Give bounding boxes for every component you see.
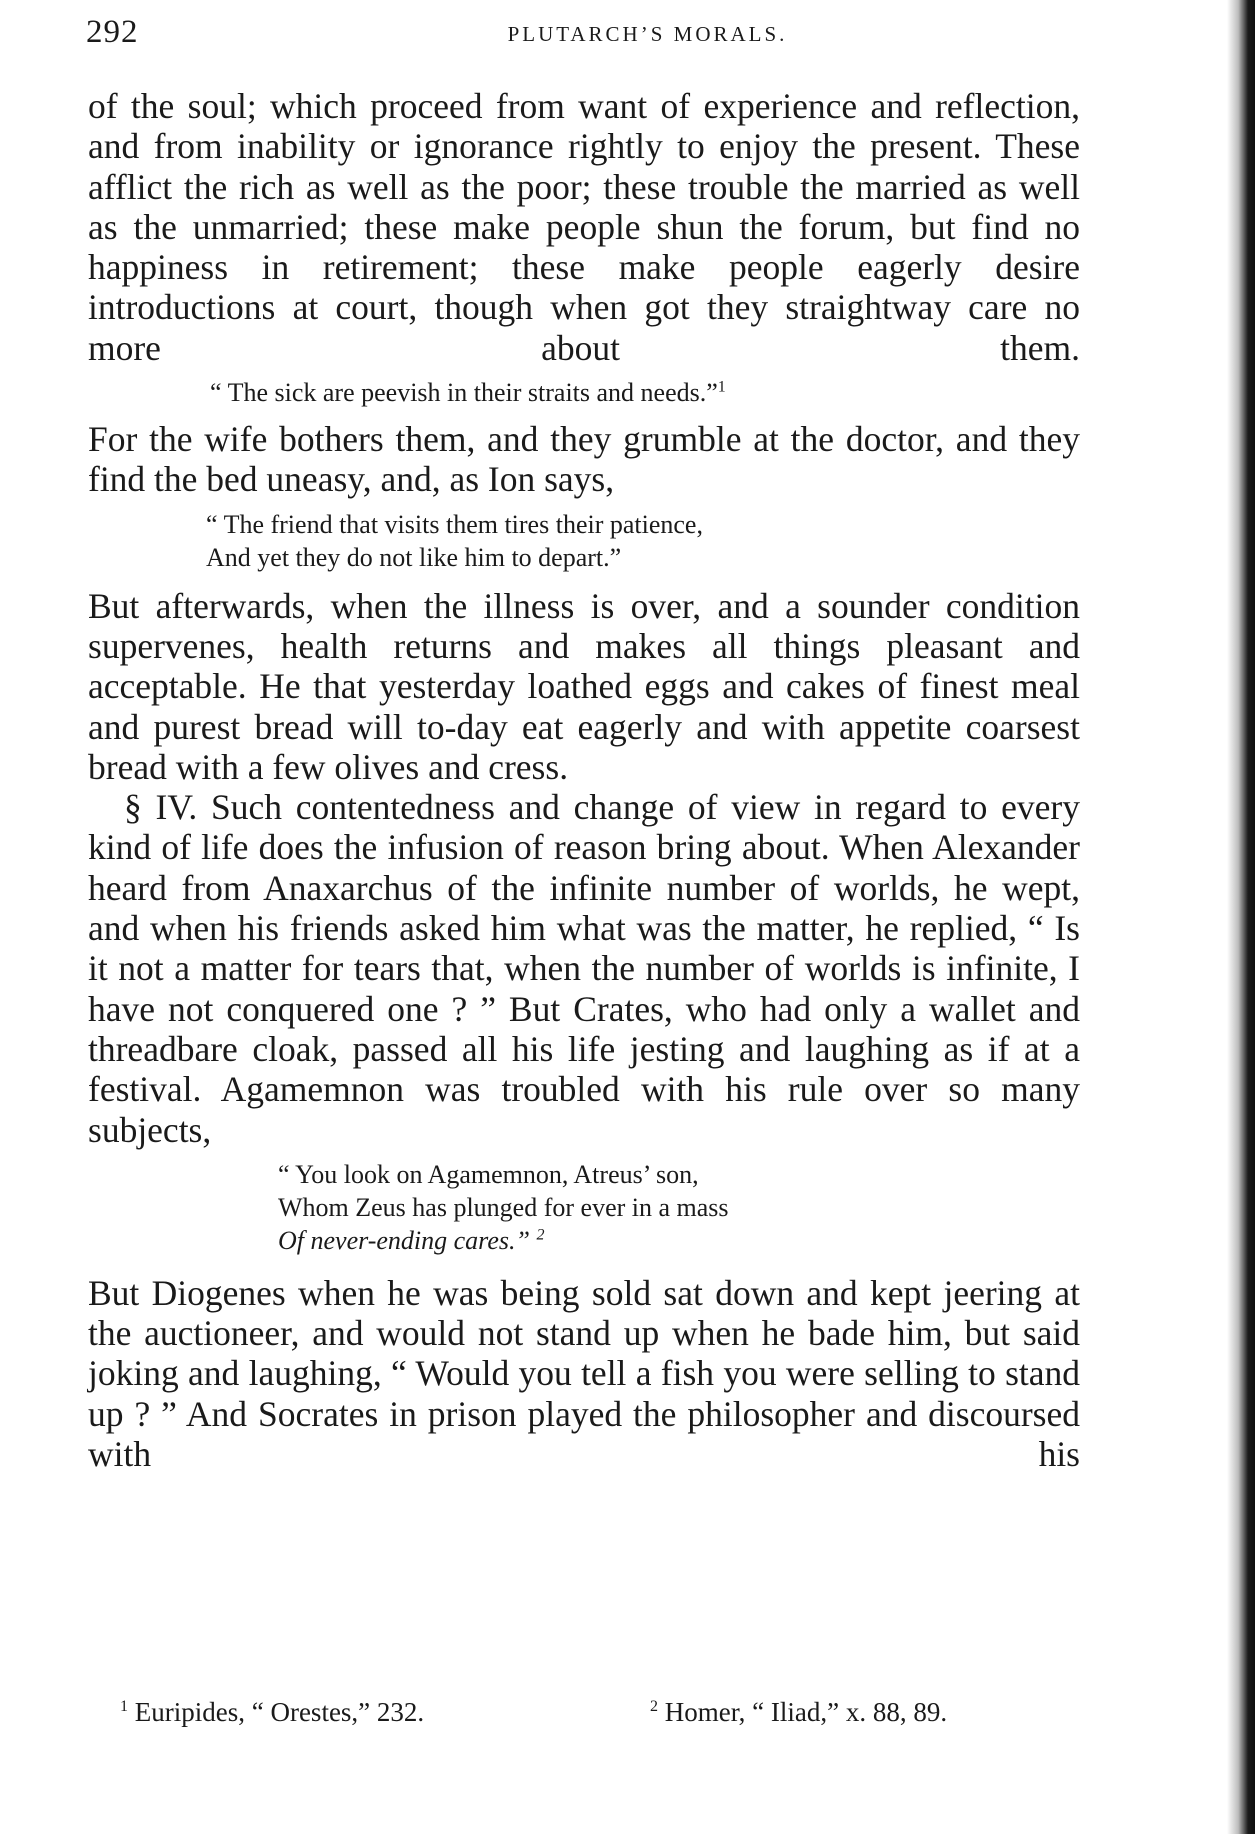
- quote-3: [278, 1158, 1080, 1257]
- paragraph-5: But Diogenes when he was being sold sat down and kept jeering at the auctioneer, and would not stand up when he bade him, but said joking and laughing, “ Would you tell a fish you were selling to stand up ? ” And Socrates in prison played the philosopher and discoursed with his: [88, 1272, 1080, 1475]
- footnote-ref-2: 2: [536, 1226, 545, 1244]
- running-title: PLUTARCH’S MORALS.: [507, 22, 788, 46]
- quote-1-text: “ The sick are peevish in their straits and needs.”: [210, 378, 718, 408]
- footnote-1: [120, 1697, 424, 1728]
- paragraph-2: For the wife bothers them, and they grumble at the doctor, and they find the bed uneasy, and, as Ion says,: [88, 419, 1080, 500]
- paragraph-4: § IV. Such contentedness and change of view in regard to every kind of life does the infusion of reason bring about. When Alexander heard from Anaxarchus of the infinite number of worlds, he wept, and when his friends asked him what was the matter, he replied, “ Is it not a matter for tears that, when the number of worlds is infinite, I have not conquered one ? ” But Crates, who had only a wallet and threadbare cloak, passed all his life jesting and laughing as if at a festival. Agamemnon was troubled with his rule over so many subjects,: [88, 787, 1080, 1150]
- quote-3-line-2: Whom Zeus has plunged for ever in a mass: [278, 1192, 729, 1222]
- paragraph-3: But afterwards, when the illness is over, and a sounder condition supervenes, health returns and makes all things pleasant and acceptable. He that yesterday loathed eggs and cakes of finest meal and purest bread will to-day eat eagerly and with appetite coarsest bread with a few olives and cress.: [88, 585, 1080, 787]
- footnote-ref-1: 1: [717, 378, 726, 396]
- footnote-1-text: Euripides, “ Orestes,” 232.: [134, 1697, 425, 1727]
- footnote-2-text: Homer, “ Iliad,” x. 88, 89.: [664, 1697, 948, 1727]
- paragraph-1: of the soul; which proceed from want of experience and reflection, and from inability or ignorance rightly to enjoy the present. These afflict the rich as well as the poor; these trouble the married as well as the unmarried; these make people shun the forum, but find no happiness in retirement; these make people eagerly desire introductions at court, though when got they straightway care no more about them.: [88, 86, 1080, 368]
- quote-2: [206, 508, 1080, 574]
- quote-2-line-2: And yet they do not like him to depart.”: [206, 542, 622, 572]
- quote-2-line-1: “ The friend that visits them tires their patience,: [206, 509, 703, 539]
- footnote-1-mark: 1: [120, 1698, 128, 1715]
- body-text: [88, 86, 1080, 1474]
- quote-1: [210, 376, 1080, 409]
- footnote-2: [650, 1697, 947, 1728]
- quote-3-line-3-text: Of never-ending cares.”: [278, 1225, 530, 1255]
- footnote-2-mark: 2: [650, 1698, 658, 1715]
- quote-3-line-3: [278, 1224, 1080, 1257]
- quote-3-line-1: “ You look on Agamemnon, Atreus’ son,: [278, 1159, 699, 1189]
- page-edge-shadow: [1227, 0, 1255, 1834]
- page-number: 292: [86, 14, 139, 50]
